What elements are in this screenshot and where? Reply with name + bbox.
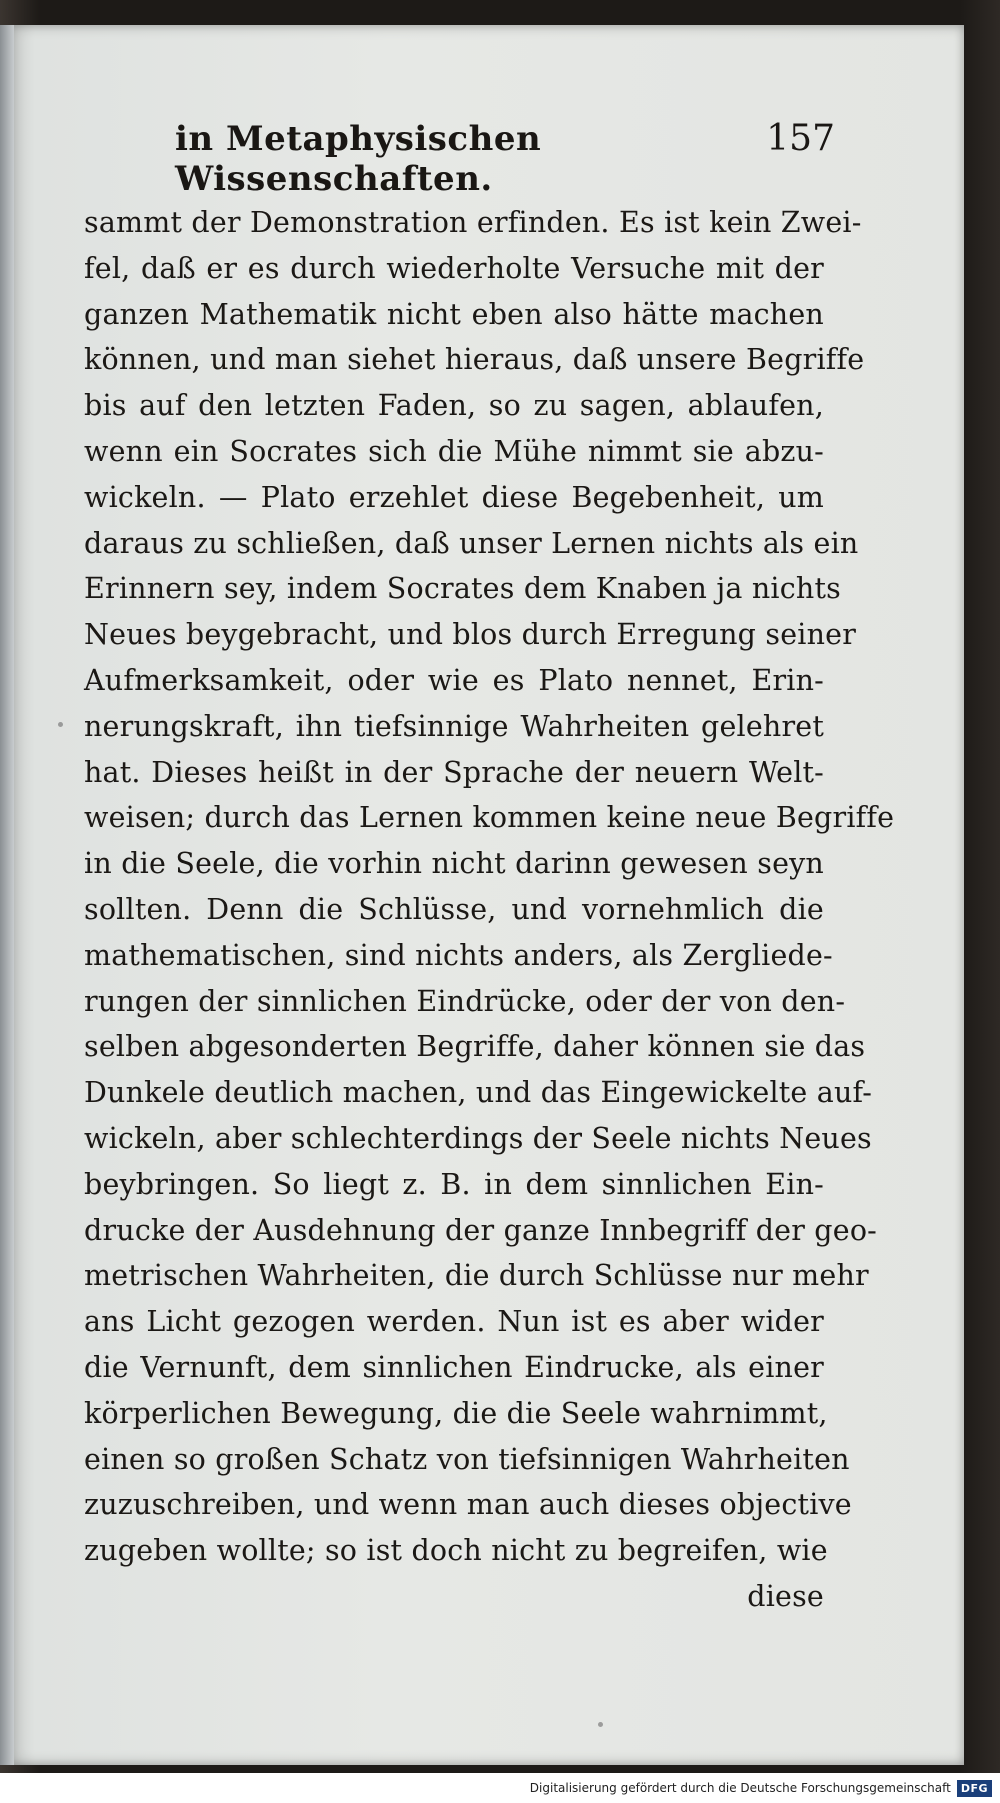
text-line: wenn ein Socrates sich die Mühe nimmt sie abzu-: [84, 434, 824, 468]
text-line: können, und man siehet hieraus, daß unsere Begriffe: [84, 343, 865, 377]
text-line: Neues beygebracht, und blos durch Erregung seiner: [84, 618, 857, 652]
text-line: mathematischen, sind nichts anders, als Zergliede-: [84, 938, 833, 972]
text-line: zuzuschreiben, und wenn man auch dieses objective: [84, 1488, 852, 1522]
text-line: weisen; durch das Lernen kommen keine neue Begriffe: [84, 801, 895, 835]
page-body: [84, 200, 895, 1620]
text-line: sammt der Demonstration erfinden. Es ist kein Zwei-: [84, 206, 862, 239]
page-number: 157: [766, 118, 835, 159]
text-line: beybringen. So liegt z. B. in dem sinnlichen Ein-: [84, 1167, 824, 1201]
text-line: ganzen Mathematik nicht eben also hätte machen: [84, 297, 824, 331]
text-line: metrischen Wahrheiten, die durch Schlüsse nur mehr: [84, 1259, 869, 1293]
page-speck: [58, 722, 63, 727]
footer-credit: Digitalisierung gefördert durch die Deutsche Forschungsgemeinschaft: [529, 1781, 951, 1795]
text-line: die Vernunft, dem sinnlichen Eindrucke, als einer: [84, 1350, 824, 1384]
text-line: Aufmerksamkeit, oder wie es Plato nennet, Erin-: [84, 663, 824, 697]
text-line: wickeln. — Plato erzehlet diese Begebenheit, um: [84, 480, 824, 514]
catchword: diese: [747, 1579, 824, 1613]
page-speck: [598, 1722, 603, 1727]
text-line: ans Licht gezogen werden. Nun ist es aber wider: [84, 1305, 824, 1339]
running-title: in Metaphysischen Wissenschaften.: [175, 119, 542, 199]
text-line: drucke der Ausdehnung der ganze Innbegriff der geo-: [84, 1213, 878, 1247]
text-line: daraus zu schließen, daß unser Lernen nichts als ein: [84, 526, 859, 560]
running-header: [175, 118, 835, 199]
text-line: Erinnern sey, indem Socrates dem Knaben ja nichts: [84, 572, 841, 606]
text-line: in die Seele, die vorhin nicht darinn gewesen seyn: [84, 847, 824, 881]
text-line: hat. Dieses heißt in der Sprache der neuern Welt-: [84, 755, 824, 789]
text-line: sollten. Denn die Schlüsse, und vornehmlich die: [84, 892, 824, 926]
text-line: körperlichen Bewegung, die die Seele wahrnimmt,: [84, 1396, 828, 1430]
text-line: wickeln, aber schlechterdings der Seele nichts Neues: [84, 1121, 872, 1155]
text-line: bis auf den letzten Faden, so zu sagen, ablaufen,: [84, 389, 824, 423]
text-line: einen so großen Schatz von tiefsinnigen Wahrheiten: [84, 1442, 850, 1476]
text-line: zugeben wollte; so ist doch nicht zu begreifen, wie: [84, 1534, 828, 1568]
dfg-logo: DFG: [957, 1780, 992, 1797]
text-line: rungen der sinnlichen Eindrücke, oder der von den-: [84, 984, 846, 1018]
text-line: fel, daß er es durch wiederholte Versuche mit der: [84, 251, 824, 285]
text-line: nerungskraft, ihn tiefsinnige Wahrheiten gelehret: [84, 709, 824, 743]
digitization-footer: [0, 1773, 1000, 1803]
page-gutter: [0, 25, 14, 1765]
text-line: selben abgesonderten Begriffe, daher können sie das: [84, 1030, 866, 1064]
text-line: Dunkele deutlich machen, und das Eingewickelte auf-: [84, 1076, 873, 1110]
